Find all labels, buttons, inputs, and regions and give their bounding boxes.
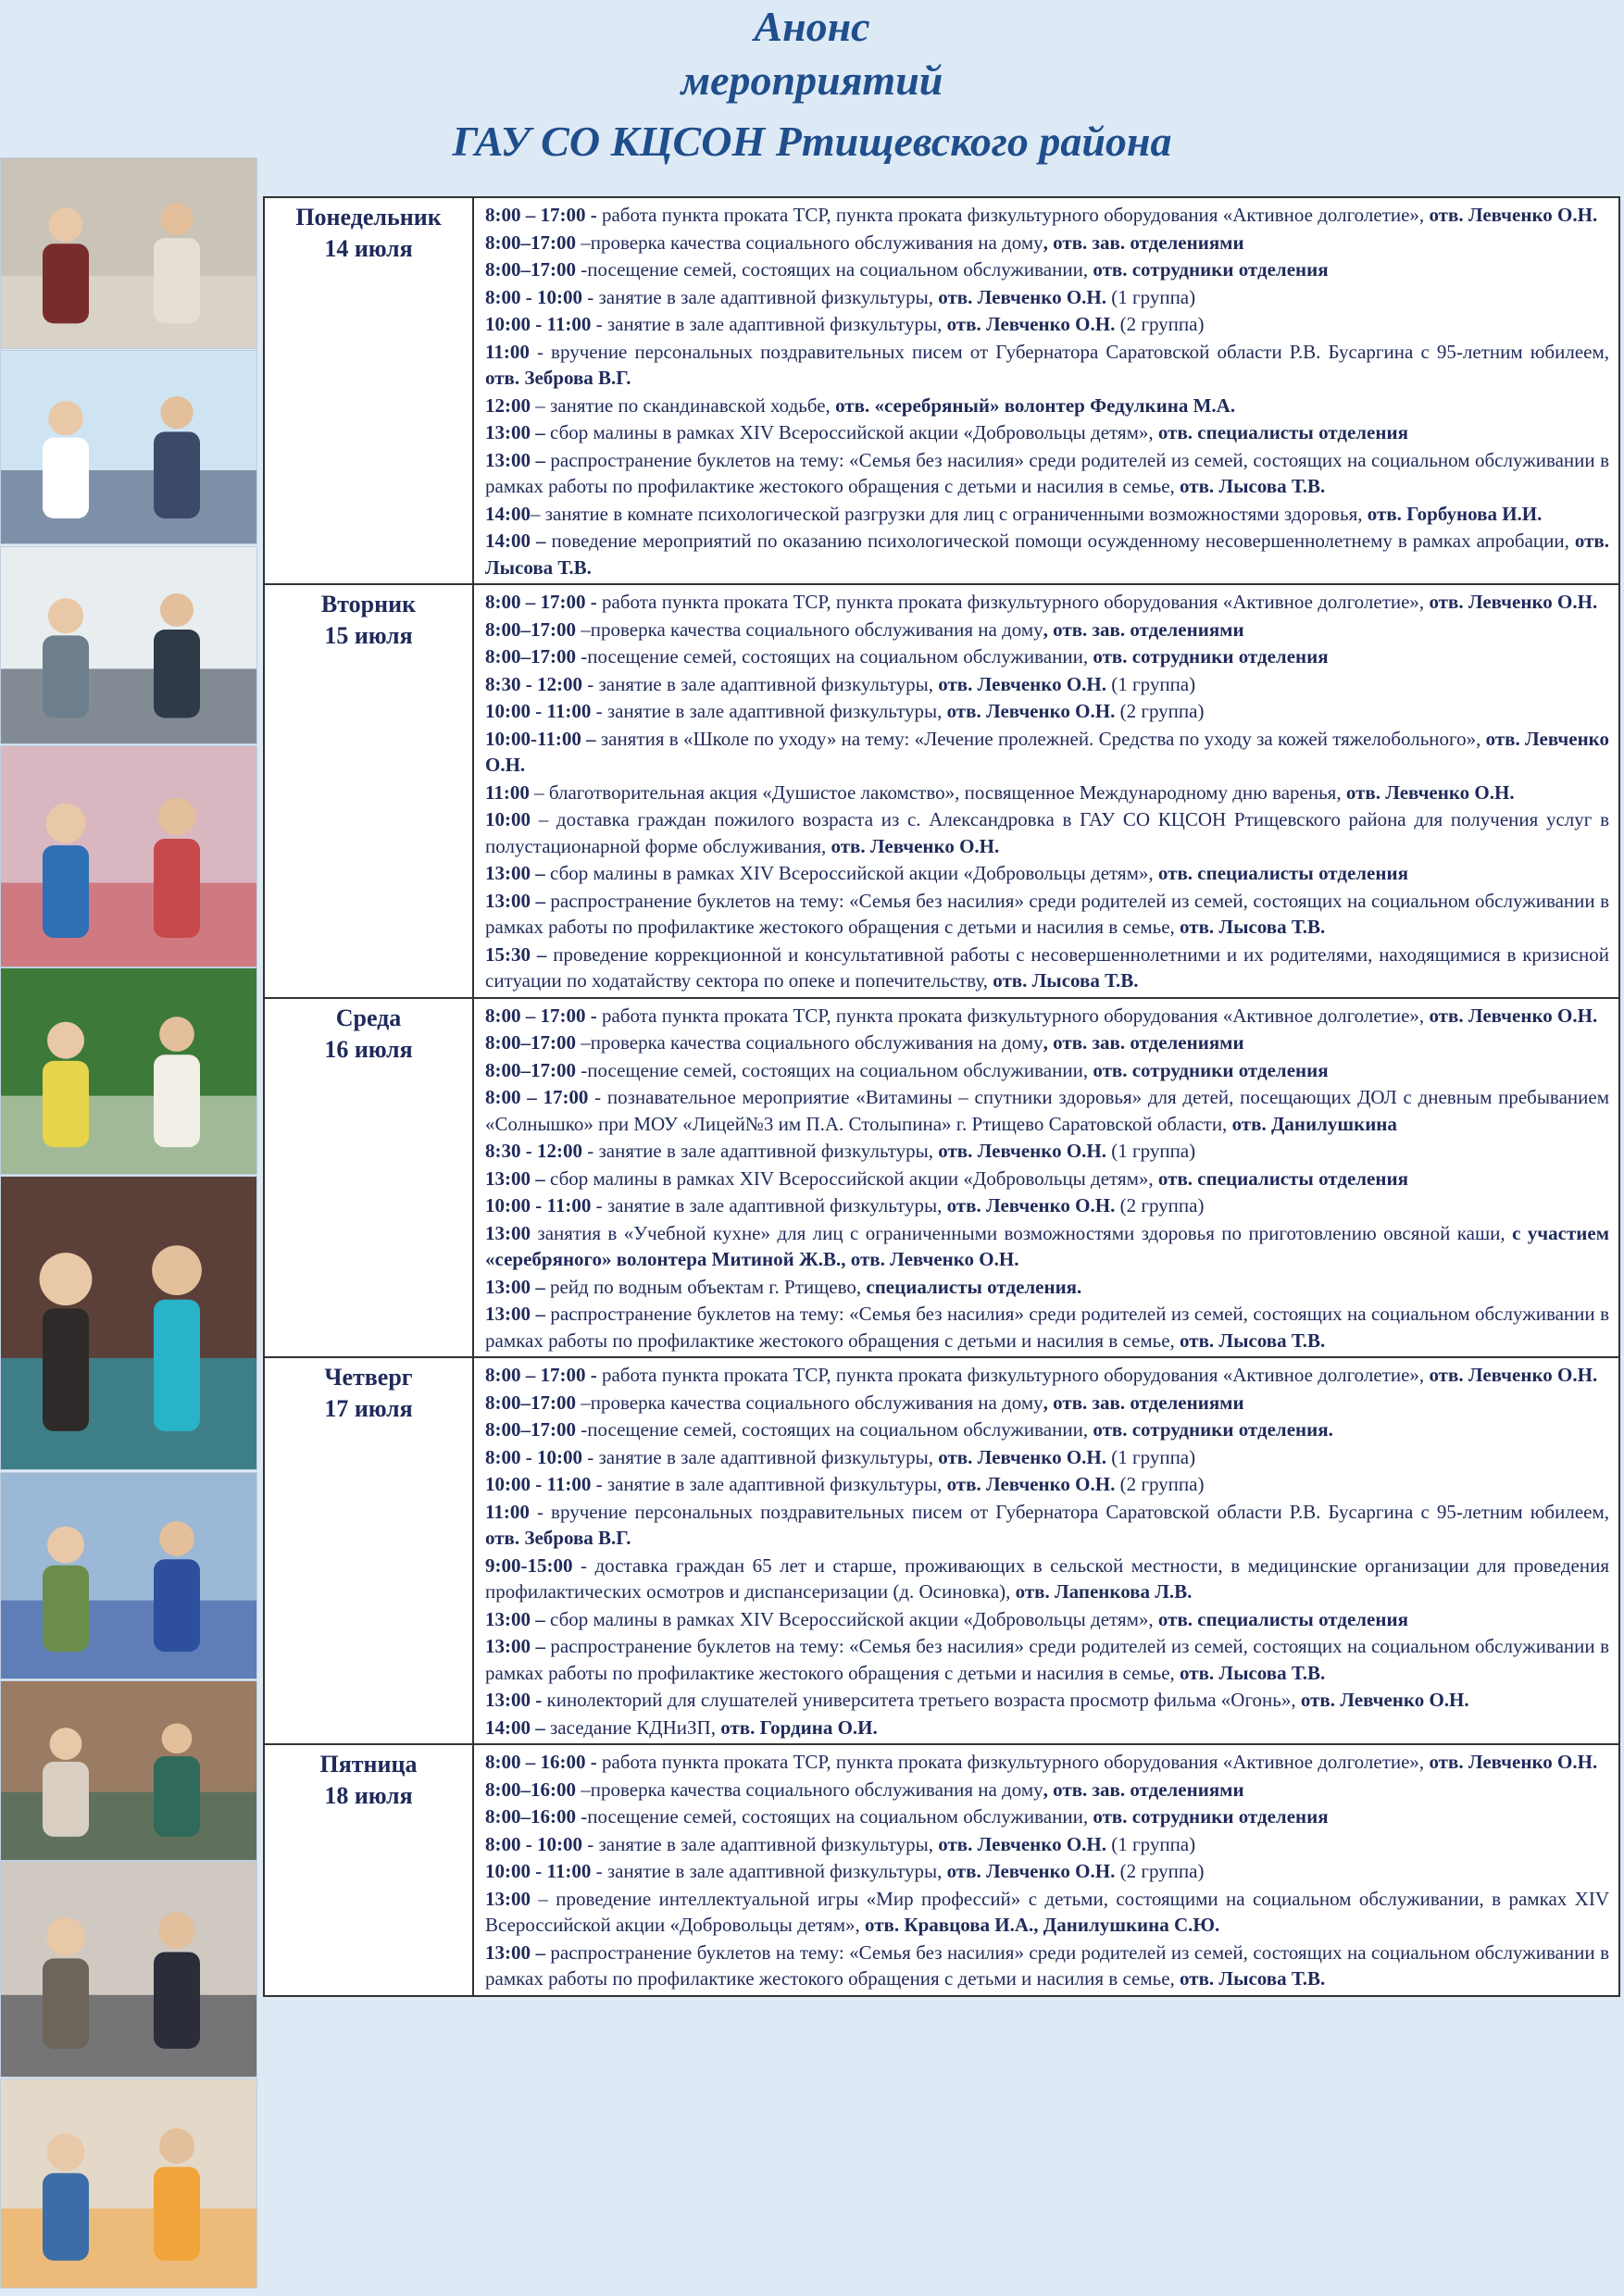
event-item [485,230,1609,256]
event-text: распространение буклетов на тему: «Семья без насилия» среди родителей из семей, состоящих на социальном обслуживании в рамках работы по профилактике жестокого обращения с детьми и насилия в семье, [485,1303,1609,1352]
event-responsible: отв. Горбунова И.И. [1367,502,1543,525]
event-responsible: отв. Левченко О.Н. [1300,1689,1469,1711]
event-group: (2 группа) [1115,700,1205,722]
event-text: – занятие по скандинавской ходьбе, [531,393,836,417]
events-cell [473,584,1619,998]
event-item [485,698,1609,725]
day-row [264,998,1619,1358]
event-time: 13:00 – [485,448,545,471]
event-item [485,1220,1609,1273]
events-cell [473,1357,1619,1744]
event-text: - занятие в зале адаптивной физкультуры, [581,285,939,308]
event-item [485,643,1609,670]
event-time: 8:00 - 10:00 [485,1832,582,1855]
events-cell [473,197,1619,584]
event-item [485,1274,1609,1301]
events-cell [473,998,1619,1358]
day-row [264,197,1619,584]
event-text: распространение буклетов на тему: «Семья без насилия» среди родителей из семей, состоящих на социальном обслуживании в рамках работы по профилактике жестокого обращения с детьми и насилия в семье, [485,889,1609,938]
event-time: 8:00–17:00 [485,1418,576,1441]
event-text: -посещение семей, состоящих на социальном обслуживании, [576,1418,1093,1441]
event-group: (1 группа) [1106,672,1196,695]
event-responsible: отв. Левченко О.Н. [946,313,1116,335]
event-text: - познавательное мероприятие «Витамины – спутники здоровья» для детей, посещающих ДОЛ с дневным пребыванием «Солнышко» при МОУ «Лицей№3 им П.А. Столыпина» г. Ртищево Саратовской области, [485,1086,1609,1135]
event-time: 13:00 [485,1887,531,1910]
event-text: распространение буклетов на тему: «Семья без насилия» среди родителей из семей, состоящих на социальном обслуживании в рамках работы по профилактике жестокого обращения с детьми и насилия в семье, [485,448,1609,497]
event-text: – доставка граждан пожилого возраста из с. Александровка в ГАУ СО КЦСОН Ртищевского района для получения услуг в полустационарной форме обслуживания, [485,808,1609,857]
event-responsible: отв. Лысова Т.В. [1180,1329,1326,1352]
day-cell [264,998,473,1358]
event-time: 13:00 – [485,1607,545,1630]
day-date: 14 июля [324,235,413,262]
event-item [485,1553,1609,1605]
event-text: сбор малины в рамках XIV Всероссийской акции «Добровольцы детям», [544,862,1158,884]
day-date: 15 июля [324,622,413,649]
event-item [485,501,1609,528]
event-text: -посещение семей, состоящих на социальном обслуживании, [576,645,1093,668]
event-text: сбор малины в рамках XIV Всероссийской акции «Добровольцы детям», [544,421,1158,443]
event-responsible: отв. Левченко О.Н. [1429,1004,1598,1027]
event-item [485,1362,1609,1389]
event-text: проведение коррекционной и консультативной работы с несовершеннолетними и их родителями, находящимися в кризисной ситуации по ходатайству сектора по опеке и попечительству, [485,942,1610,992]
event-responsible: отв. Левченко О.Н. [1429,1364,1598,1386]
event-item [485,1301,1609,1354]
event-responsible: отв. сотрудники отделения [1093,1805,1329,1828]
event-item [485,1416,1609,1443]
event-item [485,1633,1609,1686]
event-item [485,419,1609,446]
bus-group-photo [0,350,257,544]
event-time: 13:00 – [485,1167,545,1190]
event-responsible: отв. сотрудники отделения. [1093,1418,1333,1441]
event-item [485,1029,1609,1056]
event-time: 8:30 - 12:00 [485,1140,582,1162]
event-responsible: отв. Левченко О.Н. [831,834,1000,857]
day-name: Понедельник [295,204,442,231]
event-item [485,942,1609,994]
event-time: 8:00–17:00 [485,1391,576,1414]
event-responsible: отв. Данилушкина [1231,1112,1397,1135]
event-responsible: отв. Гордина О.И. [720,1716,878,1739]
event-responsible: отв. Лысова Т.В. [1180,1661,1326,1684]
event-text: - занятие в зале адаптивной физкультуры, [591,700,947,722]
event-text: –проверка качества социального обслуживания на дому [576,1778,1043,1801]
event-time: 8:00–17:00 [485,645,576,668]
event-item [485,726,1609,779]
event-responsible: отв. Лысова Т.В. [1180,1967,1326,1990]
day-cell [264,1357,473,1744]
event-group: (1 группа) [1106,1832,1196,1855]
event-responsible: отв. сотрудники отделения [1093,258,1329,281]
event-text: распространение буклетов на тему: «Семья без насилия» среди родителей из семей, состоящих на социальном обслуживании в рамках работы по профилактике жестокого обращения с детьми и насилия в семье, [485,1940,1609,1990]
day-row [264,1744,1619,1996]
event-responsible: , отв. зав. отделениями [1043,618,1244,641]
event-responsible: отв. специалисты отделения [1157,421,1408,443]
event-item [485,1777,1609,1803]
event-responsible: отв. специалисты отделения [1157,862,1408,884]
event-group: (2 группа) [1115,1860,1205,1882]
event-responsible: специалисты отделения. [866,1275,1082,1298]
day-name: Вторник [320,591,417,618]
day-row [264,584,1619,998]
event-text: – проведение интеллектуальной игры «Мир профессий» с детьми, состоящими на социальном обслуживании, в рамках XIV Всероссийской акции «Добровольцы детям», [485,1887,1609,1936]
event-item [485,1499,1609,1552]
event-text: - занятие в зале адаптивной физкультуры, [581,1140,939,1162]
event-text: –проверка качества социального обслуживания на дому [576,1391,1043,1414]
event-time: 15:30 – [485,942,547,966]
event-group: (1 группа) [1106,285,1196,308]
event-text: - занятие в зале адаптивной физкультуры, [581,1832,939,1855]
event-responsible: отв. Лысова Т.В. [1180,916,1326,938]
event-text: - занятие в зале адаптивной физкультуры, [581,1445,939,1468]
event-text: - занятие в зале адаптивной физкультуры, [591,1473,947,1495]
event-text: кинолекторий для слушателей университета третьего возраста просмотр фильма «Огонь», [542,1689,1301,1711]
title-line-1: Анонс [754,3,870,50]
event-text: - вручение персональных поздравительных писем от Губернатора Саратовской области Р.В. Бусаргина с 95-летним юбилеем, [529,340,1609,363]
event-text: - доставка граждан 65 лет и старше, проживающих в сельской местности, в медицинские организации для проведения профилактических осмотров и диспансеризации (д. Осиновка), [485,1554,1609,1603]
event-group: (2 группа) [1115,1194,1205,1217]
event-text: работа пункта проката ТСР, пункта проката физкультурного оборудования «Активное долголетие», [596,204,1430,226]
event-responsible: отв. Левченко О.Н. [938,285,1106,308]
event-time: 10:00 - 11:00 [485,700,592,722]
event-text: – благотворительная акция «Душистое лакомство», посвященное Международному дню варенья, [529,780,1346,804]
event-time: 12:00 [485,393,531,417]
day-date: 16 июля [324,1035,413,1063]
event-responsible: отв. Левченко О.Н. [485,727,1609,776]
event-time: 8:00 – 16:00 - [485,1751,597,1773]
day-cell [264,1744,473,1996]
event-responsible: отв. Лапенкова Л.В. [1015,1580,1193,1603]
event-time: 8:00–17:00 [485,258,576,281]
event-item [485,589,1609,616]
office-talk-photo [0,1861,257,2078]
event-text: -посещение семей, состоящих на социальном обслуживании, [576,1805,1093,1828]
event-item [485,339,1609,392]
event-text: занятия в «Учебной кухне» для лиц с ограниченными возможностями здоровья по приготовлению овсяной каши, [531,1221,1513,1244]
event-time: 14:00 – [485,1716,545,1739]
event-item [485,1166,1609,1192]
event-responsible: отв. Левченко О.Н. [938,1445,1106,1468]
event-time: 13:00 – [485,1940,545,1964]
event-text: работа пункта проката ТСР, пункта проката физкультурного оборудования «Активное долголетие», [596,1004,1430,1027]
event-text: –проверка качества социального обслуживания на дому [576,231,1043,254]
event-time: 13:00 – [485,1303,545,1325]
photo-column [0,157,257,2287]
day-date: 17 июля [324,1395,413,1422]
event-item [485,1715,1609,1741]
event-responsible: отв. сотрудники отделения [1093,1058,1329,1081]
event-text: - занятие в зале адаптивной физкультуры, [591,313,947,335]
events-cell [473,1744,1619,1996]
event-text: занятия в «Школе по уходу» на тему: «Лечение пролежней. Средства по уходу за кожей тяжелобольного», [595,727,1486,750]
event-time: 8:00–16:00 [485,1778,576,1801]
event-responsible: отв. Левченко О.Н. [938,1140,1106,1162]
event-item [485,1606,1609,1633]
event-item [485,1886,1609,1939]
event-text: работа пункта проката ТСР, пункта проката физкультурного оборудования «Активное долголетие», [596,591,1430,613]
kitchen-photo [0,157,257,349]
event-item [485,1803,1609,1830]
event-text: – занятие в комнате психологической разгрузки для лиц с ограниченными возможностями здоровья, [531,502,1368,525]
event-item [485,528,1609,580]
event-text: -посещение семей, состоящих на социальном обслуживании, [576,1058,1093,1081]
event-time: 8:00 - 10:00 [485,1445,582,1468]
event-item [485,1192,1609,1219]
event-item [485,1749,1609,1776]
event-time: 10:00 - 11:00 [485,1473,592,1495]
event-item [485,1471,1609,1498]
event-text: - занятие в зале адаптивной физкультуры, [591,1860,947,1882]
event-group: (2 группа) [1115,313,1205,335]
event-time: 13:00 – [485,421,545,443]
event-responsible: отв. сотрудники отделения [1093,645,1329,668]
event-time: 13:00 – [485,889,545,912]
day-row [264,1357,1619,1744]
event-time: 8:00–16:00 [485,1805,576,1828]
event-time: 10:00 - 11:00 [485,313,592,335]
event-item [485,284,1609,311]
event-item [485,1057,1609,1084]
event-responsible: , отв. зав. отделениями [1043,1031,1244,1054]
day-date: 18 июля [324,1782,413,1809]
event-item [485,1003,1609,1029]
event-time: 13:00 – [485,1635,545,1657]
day-cell [264,584,473,998]
event-responsible: , отв. зав. отделениями [1043,1778,1244,1801]
event-time: 14:00 – [485,530,546,552]
event-responsible: отв. Левченко О.Н. [1429,204,1598,226]
event-text: –проверка качества социального обслуживания на дому [576,618,1043,641]
event-responsible: отв. «серебряный» волонтер Федулкина М.А. [835,393,1236,417]
event-time: 13:00 – [485,1275,545,1298]
event-text: сбор малины в рамках XIV Всероссийской акции «Добровольцы детям», [544,1167,1158,1190]
event-responsible: отв. Зеброва В.Г. [485,367,631,389]
event-responsible: отв. специалисты отделения [1157,1607,1408,1630]
event-time: 8:00 – 17:00 - [485,204,597,226]
event-time: 10:00-11:00 – [485,727,596,750]
event-text: - занятие в зале адаптивной физкультуры, [591,1194,947,1217]
event-responsible: отв. Левченко О.Н. [938,1832,1106,1855]
event-item [485,311,1609,338]
event-time: 8:00–17:00 [485,618,576,641]
event-responsible: отв. Лысова Т.В. [1180,475,1326,497]
painting-photo [0,967,257,1175]
day-cell [264,197,473,584]
event-time: 8:00 – 17:00 [485,1086,589,1108]
child-play-photo [0,2078,257,2289]
schedule-table [263,196,1620,1997]
event-item [485,780,1609,806]
event-item [485,617,1609,643]
event-time: 8:00 – 17:00 - [485,1004,597,1027]
event-time: 8:00 – 17:00 - [485,591,597,613]
event-item [485,1831,1609,1858]
event-time: 10:00 - 11:00 [485,1860,592,1882]
event-time: 9:00-15:00 [485,1554,573,1577]
event-text: –проверка качества социального обслуживания на дому [576,1031,1043,1054]
event-text: работа пункта проката ТСР, пункта проката физкультурного оборудования «Активное долголетие», [596,1751,1430,1773]
massage-chair-photo [0,1176,257,1470]
event-time: 8:00–17:00 [485,1058,576,1081]
event-text: заседание КДНиЗП, [544,1716,721,1739]
event-responsible: отв. Левченко О.Н. [946,700,1116,722]
event-text: - занятие в зале адаптивной физкультуры, [581,672,939,695]
event-text: распространение буклетов на тему: «Семья без насилия» среди родителей из семей, состоящих на социальном обслуживании в рамках работы по профилактике жестокого обращения с детьми и насилия в семье, [485,1635,1609,1684]
event-time: 14:00 [485,502,531,525]
day-name: Пятница [319,1751,418,1778]
event-responsible: отв. Левченко О.Н. [938,672,1106,695]
gym-photo [0,745,257,967]
event-responsible: отв. Левченко О.Н. [946,1860,1116,1882]
event-item [485,1084,1609,1137]
event-responsible: отв. специалисты отделения [1157,1167,1408,1190]
event-group: (1 группа) [1106,1445,1196,1468]
day-name: Среда [335,1004,402,1031]
event-item [485,1138,1609,1165]
page-title [0,0,1624,168]
event-time: 13:00 – [485,862,545,884]
event-group: (1 группа) [1106,1140,1196,1162]
event-item [485,860,1609,887]
event-responsible: , отв. зав. отделениями [1043,231,1244,254]
event-group: (2 группа) [1115,1473,1205,1495]
knitting-photo [0,1680,257,1861]
event-text: работа пункта проката ТСР, пункта проката физкультурного оборудования «Активное долголетие», [596,1364,1430,1386]
event-time: 10:00 - 11:00 [485,1194,592,1217]
event-responsible: отв. Кравцова И.А., Данилушкина С.Ю. [865,1914,1220,1936]
event-item [485,671,1609,698]
event-time: 13:00 [485,1221,531,1244]
event-responsible: , отв. зав. отделениями [1043,1391,1244,1414]
event-item [485,1390,1609,1416]
event-time: 10:00 [485,808,531,830]
event-time: 8:00 – 17:00 - [485,1364,597,1386]
event-item [485,1858,1609,1885]
event-item [485,806,1609,859]
title-line-3: ГАУ СО КЦСОН Ртищевского района [452,118,1172,165]
event-time: 8:00–17:00 [485,1031,576,1054]
event-item [485,256,1609,283]
event-responsible: отв. Левченко О.Н. [1429,1751,1598,1773]
event-time: 8:00–17:00 [485,231,576,254]
nordic-walk-photo [0,1472,257,1679]
event-item [485,393,1609,419]
event-responsible: отв. Левченко О.Н. [946,1473,1116,1495]
event-item [485,1687,1609,1714]
title-line-2: мероприятий [681,56,943,104]
event-item [485,1940,1609,1992]
event-time: 8:00 - 10:00 [485,285,582,308]
event-time: 11:00 [485,340,530,363]
event-time: 11:00 [485,780,530,804]
event-responsible: с участием «серебряного» волонтера Митиной Ж.В., отв. Левченко О.Н. [485,1221,1610,1270]
event-responsible: отв. Левченко О.Н. [946,1194,1116,1217]
event-time: 11:00 [485,1500,530,1523]
event-time: 13:00 - [485,1689,543,1711]
event-responsible: отв. Левченко О.Н. [1345,780,1515,804]
event-responsible: отв. Левченко О.Н. [1429,591,1598,613]
event-responsible: отв. Лысова Т.В. [485,530,1609,579]
event-text: -посещение семей, состоящих на социальном обслуживании, [576,258,1093,281]
event-text: сбор малины в рамках XIV Всероссийской акции «Добровольцы детям», [544,1607,1158,1630]
event-responsible: отв. Лысова Т.В. [993,969,1139,992]
event-responsible: отв. Зеброва В.Г. [485,1527,631,1549]
event-item [485,447,1609,500]
event-text: - вручение персональных поздравительных писем от Губернатора Саратовской области Р.В. Бусаргина с 95-летним юбилеем, [529,1500,1609,1523]
event-time: 8:30 - 12:00 [485,672,582,695]
event-item [485,1444,1609,1471]
event-text: рейд по водным объектам г. Ртищево, [544,1275,867,1298]
event-item [485,888,1609,941]
room-visit-photo [0,546,257,744]
event-text: поведение мероприятий по оказанию психологической помощи осужденному несовершеннолетнему в рамках апробации, [545,530,1575,552]
day-name: Четверг [324,1364,413,1391]
event-item [485,202,1609,229]
